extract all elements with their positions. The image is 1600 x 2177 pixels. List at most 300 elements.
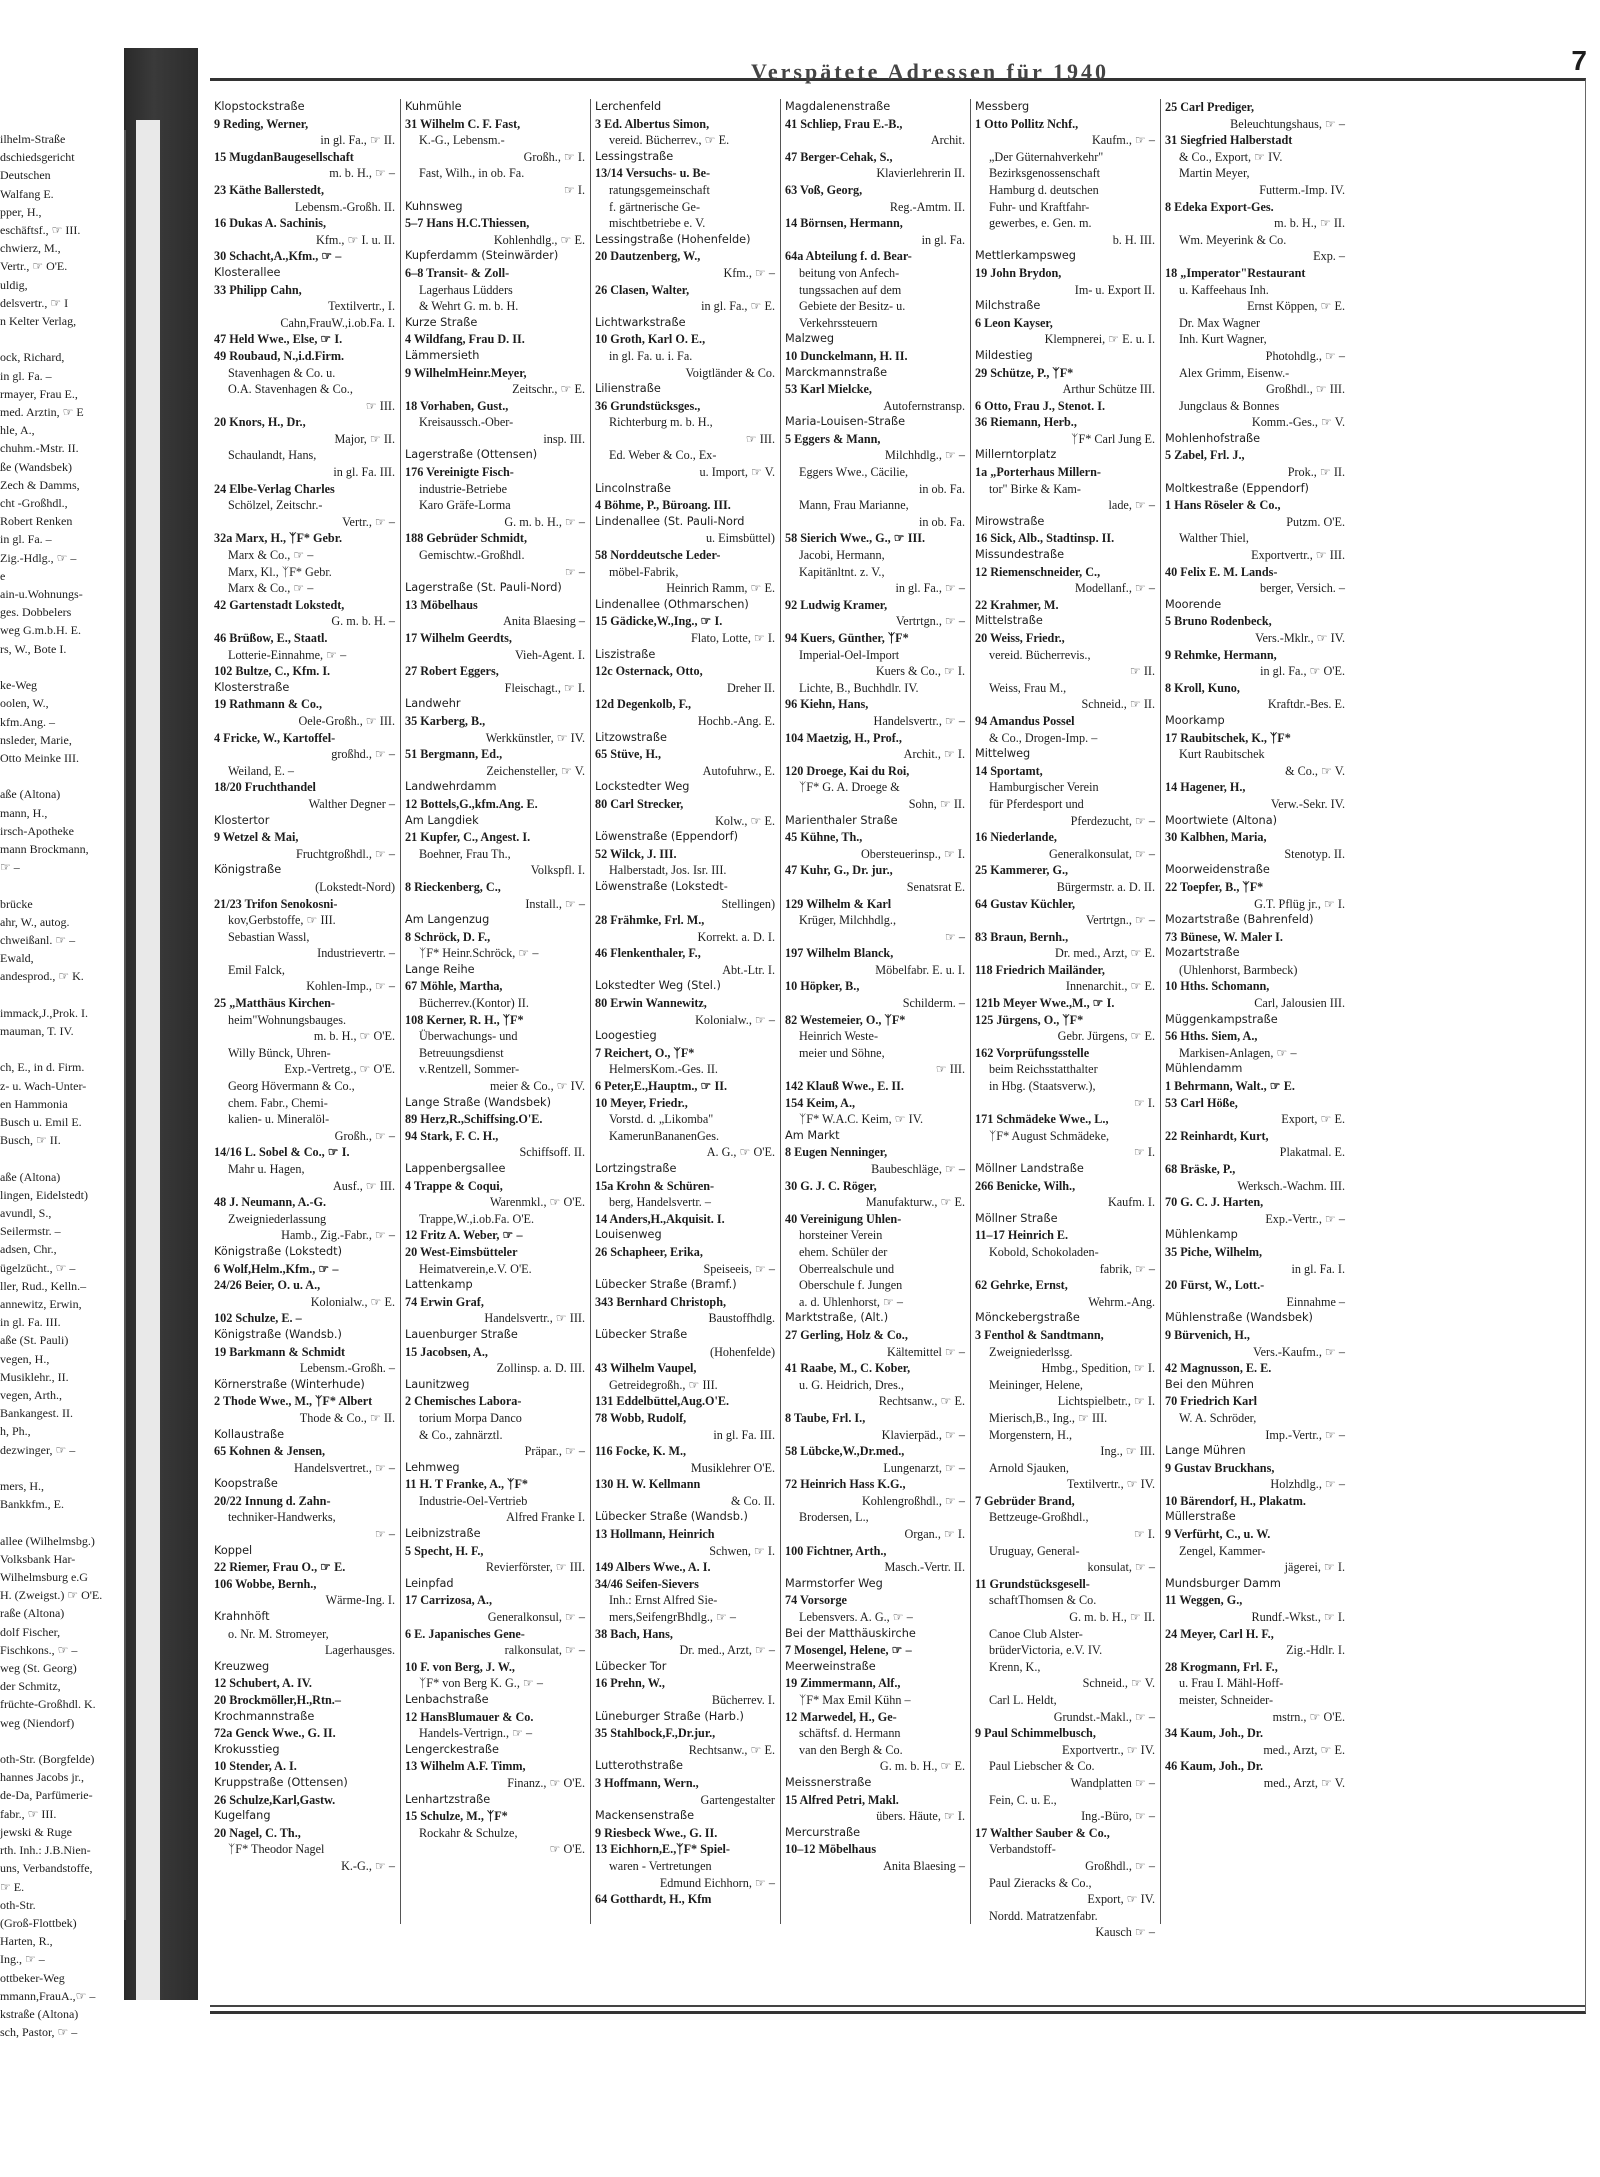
address-entry: 14 Sportamt, [975,763,1043,778]
address-entry: 9 Bürvenich, H., [1165,1327,1250,1342]
address-entry: 149 Albers Wwe., A. I. [595,1560,711,1575]
address-entry: Mierisch,B., Ing., ☞ III. [989,1410,1108,1425]
address-entry: Volkspfl. I. [530,863,585,878]
address-entry: 129 Wilhelm & Karl [785,896,892,911]
address-entry: 10 Bärendorf, H., Plakatm. [1165,1493,1306,1508]
left-page-line: Busch, ☞ II. [0,1133,61,1148]
address-entry: 16 Sick, Alb., Stadtinsp. II. [975,531,1115,546]
address-entry: 41 Raabe, M., C. Kober, [785,1361,911,1376]
address-entry: in Hbg. (Staatsverw.), [989,1079,1096,1094]
address-entry: 22 Reinhardt, Kurt, [1165,1128,1269,1143]
address-entry: 1a „Porterhaus Millern- [975,465,1101,480]
address-entry: Ing., ☞ III. [1100,1444,1155,1459]
address-entry: Großhdl., ☞ III. [1266,382,1345,397]
address-entry: 19 Rathmann & Co., [214,697,323,712]
left-page-line: Walfang E. [0,186,54,201]
left-page-line: ilhelm-Straße [0,132,66,146]
address-entry: Kraftdr.-Bes. E. [1267,697,1345,712]
left-page-line: irsch-Apotheke [0,823,74,838]
address-entry: Einnahme – [1286,1294,1345,1309]
address-entry: 104 Maetzig, H., Prof., [785,730,902,745]
address-entry: Arnold Sjauken, [989,1460,1069,1475]
address-entry: mstrn., ☞ O'E. [1272,1709,1345,1724]
address-entry: Canoe Club Alster- [989,1626,1083,1641]
address-entry: schaftThomsen & Co. [989,1593,1097,1608]
address-entry: Kfm., ☞ I. u. II. [316,232,395,247]
street-heading: Leinpfad [405,1576,454,1590]
address-entry: Lichte, B., Buchhdlr. IV. [799,680,919,695]
address-entry: Obersteuerinsp., ☞ I. [861,846,965,861]
address-entry: Dr. med., Arzt, ☞ – [679,1643,775,1658]
address-entry: O.A. Stavenhagen & Co., [228,382,353,397]
page-number: 7 [1571,45,1587,76]
address-entry: schäftsf. d. Hermann [799,1726,901,1741]
address-entry: 8 Kroll, Kuno, [1165,680,1240,695]
street-heading: Königstraße (Wandsb.) [214,1327,342,1341]
address-entry: ᛉF* W.A.C. Keim, ☞ IV. [799,1112,923,1127]
address-entry: Großhdl., ☞ – [1085,1858,1155,1873]
address-entry: 11 H. T Franke, A., ᛉF* [405,1477,528,1492]
address-entry: 25 Kammerer, G., [975,863,1069,878]
address-entry: Jungclaus & Bonnes [1179,398,1280,413]
address-entry: Krüger, Milchhdlg., [799,913,896,928]
address-entry: 51 Bergmann, Ed., [405,747,503,762]
street-heading: Kugelfang [214,1809,271,1823]
address-entry: 130 H. W. Kellmann [595,1477,701,1492]
address-entry: Heinrich Ramm, ☞ E. [666,581,775,596]
street-heading: Klosterstraße [214,680,290,694]
address-entry: 43 Wilhelm Vaupel, [595,1361,697,1376]
left-page-line: mers, H., [0,1479,44,1494]
address-entry: 4 Wildfang, Frau D. II. [405,332,525,347]
address-entry: Hamb., Zig.-Fabr., ☞ – [281,1228,395,1243]
address-entry: Edmund Eichhorn, ☞ – [659,1875,775,1890]
street-heading: Millerntorplatz [975,448,1057,462]
address-entry: Inh. Kurt Wagner, [1179,332,1267,347]
address-entry: Inh.: Ernst Alfred Sie- [609,1593,718,1608]
address-entry: Eggers Wwe., Cäcilie, [799,465,909,480]
address-entry: a. d. Uhlenhorst, ☞ – [799,1294,904,1309]
left-page-line: kstraße (Altona) [0,2006,79,2021]
address-entry: 58 Sierich Wwe., G., ☞ III. [785,531,926,546]
street-heading: Meissnerstraße [785,1775,872,1789]
left-page-line: aße (Altona) [0,787,61,802]
street-heading: Lutterothstraße [595,1759,683,1773]
left-page-line: Wilhelmsburg e.G [0,1570,88,1585]
left-page-line: Busch u. Emil E. [0,1114,82,1129]
street-heading: Lübecker Straße [595,1327,688,1341]
address-entry: 3 Ed. Albertus Simon, [595,116,710,131]
address-entry: Rechtsanw., ☞ E. [878,1394,965,1409]
address-entry: Trappe,W.,i.ob.Fa. O'E. [419,1211,535,1226]
address-entry: 26 Clasen, Walter, [595,282,690,297]
address-entry: Autofernstransp. [883,398,965,413]
left-page-line: uns, Verbandstoffe, [0,1861,93,1876]
address-entry: 6 Wolf,Helm.,Kfm., ☞ – [214,1261,339,1276]
address-entry: Marx, Kl., ᛉF* Gebr. [228,564,332,579]
address-entry: 18 „Imperator"Restaurant [1165,265,1306,280]
left-page-line: rth. Inh.: J.B.Nien- [0,1843,91,1858]
address-entry: K.-G., Lebensm.- [419,133,505,148]
address-entry: Hamburgischer Verein [989,780,1099,795]
directory-column-3 [590,99,780,1924]
address-entry: Schneid., ☞ V. [1082,1676,1155,1691]
address-entry: Ing.-Büro, ☞ – [1081,1809,1155,1824]
left-page-line: dschiedsgericht [0,150,75,165]
address-entry: 10 Höpker, B., [785,979,860,994]
street-heading: Messberg [975,100,1030,113]
address-entry: Revierförster, ☞ III. [485,1560,585,1575]
address-entry: ᛉF* von Berg K. G., ☞ – [419,1676,543,1691]
street-heading: Launitzweg [405,1377,470,1391]
address-entry: Hamburg d. deutschen [989,182,1099,197]
street-heading: Louisenweg [595,1228,662,1242]
address-entry: 27 Robert Eggers, [405,664,499,679]
left-page-line: ain-u.Wohnungs- [0,587,83,602]
address-entry: in ob. Fa. [918,514,965,529]
street-heading: Lübecker Straße (Bramf.) [595,1278,737,1292]
address-entry: Verw.-Sekr. IV. [1270,796,1345,811]
address-entry: Fuhr- und Kraftfahr- [989,199,1090,214]
address-entry: 16 Prehn, W., [595,1676,665,1691]
address-entry: Zig.-Hdlr. I. [1286,1643,1345,1658]
address-entry: van den Bergh & Co. [799,1742,903,1757]
address-entry: 24 Elbe-Verlag Charles [214,481,335,496]
address-entry: Karo Gräfe-Lorma [419,498,511,513]
address-entry: Oberrealschule und [799,1261,895,1276]
address-entry: Exportvertr., ☞ IV. [1062,1742,1155,1757]
address-entry: Grundst.-Makl., ☞ – [1053,1709,1155,1724]
address-entry: 26 Schulze,Karl,Gastw. [214,1792,336,1807]
left-page-line: delsvertr., ☞ I [0,295,69,310]
address-entry: 14 Börnsen, Hermann, [785,216,903,231]
address-entry: 22 Toepfer, B., ᛉF* [1165,879,1264,894]
left-page-line: adsen, Chr., [0,1242,57,1257]
address-entry: Arthur Schütze III. [1062,382,1155,397]
address-entry: 10 Dunckelmann, H. II. [785,348,908,363]
left-page-line: ges. Dobbelers [0,605,72,620]
address-entry: 38 Bach, Hans, [595,1626,673,1641]
address-entry: Vertrtgn., ☞ – [895,614,965,629]
address-entry: Dr. Max Wagner [1179,315,1261,330]
address-entry: 12c Osternack, Otto, [595,664,703,679]
address-entry: m. b. H., ☞ – [329,166,395,181]
address-entry: Fast, Wilh., in ob. Fa. [419,166,525,181]
address-entry: 89 Herz,R.,Schiffsing.O'E. [405,1112,543,1127]
address-entry: Verbandstoff- [989,1842,1056,1857]
address-entry: meister, Schneider- [1179,1693,1274,1707]
street-heading: Königstraße (Lokstedt) [214,1244,342,1258]
address-entry: 30 G. J. C. Röger, [785,1178,877,1193]
address-entry: Reg.-Amtm. II. [889,199,965,214]
address-entry: Klavierpäd., ☞ – [881,1427,965,1442]
street-heading: Kollaustraße [214,1427,285,1441]
left-page-line: ☞ – [0,860,20,875]
left-page-fragment [0,130,126,2040]
street-heading: Mohlenhofstraße [1165,431,1261,445]
address-entry: & Co., Export, ☞ IV. [1179,149,1283,164]
address-entry: Marx & Co., ☞ – [228,581,314,596]
address-entry: 142 Klauß Wwe., E. II. [785,1079,904,1094]
address-entry: u. Eimsbüttel) [705,531,775,546]
address-entry: Großh., ☞ I. [523,149,585,164]
address-entry: (Lokstedt-Nord) [315,879,395,894]
left-page-line: Volksbank Har- [0,1551,76,1566]
street-heading: Marienthaler Straße [785,813,898,827]
address-entry: ᛉF* Carl Jung E. [1071,431,1155,446]
address-entry: 46 Kaum, Joh., Dr. [1165,1759,1264,1774]
address-entry: 65 Kohnen & Jensen, [214,1444,326,1459]
address-entry: ☞ O'E. [549,1842,585,1857]
address-entry: Imp.-Vertr., ☞ – [1265,1427,1345,1442]
address-entry: Wm. Meyerink & Co. [1179,232,1287,247]
address-entry: 6 Leon Kayser, [975,315,1053,330]
address-entry: 15 Schulze, M., ᛉF* [405,1809,508,1824]
address-entry: 9 Reding, Werner, [214,116,309,131]
address-entry: 45 Kühne, Th., [785,830,863,845]
address-entry: Morgenstern, H., [989,1427,1073,1442]
address-entry: 41 Schliep, Frau E.-B., [785,116,903,131]
address-entry: Boehner, Frau Th., [419,846,511,861]
left-page-line: Harten, R., [0,1934,53,1949]
address-entry: großhd., ☞ – [331,747,395,762]
left-page-line [0,876,124,894]
address-entry: ☞ III. [365,398,395,413]
street-heading: Löwenstraße (Lokstedt- [595,879,728,893]
address-entry: 10 Meyer, Friedr., [595,1095,688,1110]
address-entry: 5 Zabel, Frl. J., [1165,448,1245,463]
street-heading: Mildestieg [975,348,1033,362]
address-entry: u. Kaffeehaus Inh. [1179,282,1269,297]
left-page-line: Zech & Damms, [0,477,80,492]
street-heading: Magdalenenstraße [785,100,891,113]
address-entry: Emil Falck, [228,962,285,977]
address-entry: 9 Wetzel & Mai, [214,830,299,845]
street-heading: Lagerstraße (St. Pauli-Nord) [405,581,562,595]
address-entry: Willy Bünck, Uhren- [228,1045,331,1060]
address-entry: 35 Stahlbock,F.,Dr.jur., [595,1726,716,1741]
address-entry: 17 Walther Sauber & Co., [975,1825,1110,1840]
left-page-line: ße (Wandsbek) [0,459,73,474]
street-heading: Loogestieg [595,1029,657,1043]
address-entry: 16 Niederlande, [975,830,1057,845]
address-entry: Kreisaussch.-Ober- [419,415,514,430]
address-entry: 6–8 Transit- & Zoll- [405,265,510,280]
address-entry: Prok., ☞ II. [1287,465,1345,480]
address-entry: 5 Bruno Rodenbeck, [1165,614,1272,629]
left-page-line: ke-Weg [0,678,38,693]
address-entry: tor" Birke & Kam- [989,481,1081,496]
address-entry: Korrekt. a. D. I. [697,929,775,944]
address-entry: Kolonialw., ☞ – [695,1012,775,1027]
address-entry: & Co. II. [730,1493,775,1508]
left-page-line: Seilermstr. – [0,1224,61,1239]
address-entry: 6 Otto, Frau J., Stenot. I. [975,398,1105,413]
address-entry: Zengel, Kammer- [1179,1543,1266,1558]
street-heading: Am Markt [785,1128,840,1142]
address-entry: Ed. Weber & Co., Ex- [609,448,717,463]
address-entry: 125 Jürgens, O., ᛉF* [975,1012,1084,1027]
address-entry: beitung von Anfech- [799,265,900,280]
address-entry: 10 Stender, A. I. [214,1759,297,1774]
address-entry: waren - Vertretungen [609,1858,712,1873]
left-page-line: Ewald, [0,951,34,966]
left-page-line [0,1040,124,1058]
address-entry: 29 Schütze, P., ᛉF* [975,365,1074,380]
address-entry: Cahn,FrauW.,i.ob.Fa. I. [280,315,395,330]
street-heading: Mundsburger Damm [1165,1576,1281,1590]
address-entry: u. G. Heidrich, Dres., [799,1377,904,1392]
address-entry: f. gärtnerische Ge- [609,199,701,214]
address-entry: 15 MugdanBaugesellschaft [214,149,354,164]
address-entry: 40 Vereinigung Uhlen- [785,1211,902,1226]
address-entry: industrie-Betriebe [419,481,507,496]
address-entry: m. b. H., ☞ O'E. [313,1029,395,1044]
left-page-line: immack,J.,Prok. I. [0,1005,88,1020]
address-entry: Kolonialw., ☞ E. [310,1294,395,1309]
directory-column-1 [210,99,400,1924]
left-page-line: chwierz, M., [0,241,61,256]
left-page-line [0,1513,124,1531]
address-entry: Zeitschr., ☞ E. [512,382,585,397]
address-entry: Wehrm.-Ang. [1088,1294,1155,1309]
address-entry: Zweigniederlassung [228,1211,327,1226]
address-entry: Futterm.-Imp. IV. [1259,182,1345,197]
address-entry: Warenmkl., ☞ O'E. [489,1195,585,1210]
address-entry: in gl. Fa. III. [333,465,395,480]
address-entry: ☞ – [374,1527,395,1542]
address-entry: 52 Wilck, J. III. [595,846,677,861]
address-entry: Kohlenhdlg., ☞ E. [493,232,585,247]
address-entry: 19 John Brydon, [975,265,1062,280]
left-page-line: n Kelter Verlag, [0,314,77,329]
address-entry: 118 Friedrich Mailänder, [975,962,1105,977]
address-entry: 74 Erwin Graf, [405,1294,484,1309]
address-entry: 13 Wilhelm A.F. Timm, [405,1759,526,1774]
address-entry: Schneid., ☞ II. [1081,697,1155,712]
address-entry: 58 Lübcke,W.,Dr.med., [785,1444,905,1459]
left-page-line: Bankkfm., E. [0,1497,64,1512]
address-entry: 162 Vorprüfungsstelle [975,1045,1090,1060]
left-page-line: rmayer, Frau E., [0,386,78,401]
left-page-line: fabr., ☞ III. [0,1806,57,1821]
left-page-line [0,1149,124,1167]
address-entry: 10–12 Möbelhaus [785,1842,877,1857]
street-heading: Milchstraße [975,299,1041,313]
address-entry: 36 Grundstücksges., [595,398,701,413]
address-entry: KamerunBananenGes. [609,1128,719,1143]
address-entry: 12 HansBlumauer & Co. [405,1709,534,1724]
address-entry: 1 Behrmann, Walt., ☞ E. [1165,1079,1295,1094]
address-entry: 13 Eichhorn,E.,ᛉF* Spiel- [595,1842,730,1857]
address-entry: 12 Bottels,G.,kfm.Ang. E. [405,796,538,811]
address-entry: torium Morpa Danco [419,1410,522,1425]
address-entry: Pferdezucht, ☞ – [1070,813,1155,828]
street-heading: Krochmannstraße [214,1709,315,1723]
address-entry: 10 F. von Berg, J. W., [405,1659,515,1674]
address-entry: 7 Gebrüder Brand, [975,1493,1075,1508]
address-entry: Zeichensteller, ☞ V. [486,763,585,778]
address-entry: lade, ☞ – [1108,498,1155,513]
address-entry: 7 Mosengel, Helene, ☞ – [785,1643,912,1658]
street-heading: Mettlerkampsweg [975,249,1076,263]
address-entry: Dr. med., Arzt, ☞ E. [1055,946,1155,961]
address-entry: v.Rentzell, Sommer- [419,1062,520,1077]
address-entry: Gebr. Jürgens, ☞ E. [1057,1029,1155,1044]
address-entry: 11–17 Heinrich E. [975,1228,1069,1243]
street-heading: Litzowstraße [595,730,667,744]
street-heading: Lenbachstraße [405,1693,489,1706]
street-heading: Lappenbergsallee [405,1162,506,1175]
address-entry: Textilvertr., I. [328,299,395,314]
left-page-line: dezwinger, ☞ – [0,1442,76,1457]
address-entry: 8 Rieckenberg, C., [405,879,501,894]
directory-column-4 [780,99,970,1924]
street-heading: Krokusstieg [214,1742,280,1756]
left-page-line: pper, H., [0,204,42,219]
address-entry: ☞ I. [1133,1145,1155,1160]
address-entry: Kaufm. I. [1107,1195,1155,1210]
address-entry: Masch.-Vertr. II. [884,1560,965,1575]
address-entry: 31 Wilhelm C. F. Fast, [405,116,521,131]
address-entry: (Hohenfelde) [710,1344,775,1359]
address-entry: Sohn, ☞ II. [908,796,965,811]
address-entry: Jacobi, Hermann, [799,548,885,563]
address-entry: Abt.-Ltr. I. [722,962,775,977]
left-page-line: ☞ E. [0,1879,25,1894]
left-page-line: Fischkons., ☞ – [0,1642,78,1657]
address-entry: Oele-Großh., ☞ III. [298,713,395,728]
address-entry: Zweigniederlssg. [989,1344,1073,1359]
address-entry: 27 Gerling, Holz & Co., [785,1327,908,1342]
address-entry: Autofuhrw., E. [702,763,775,778]
address-entry: 102 Bultze, C., Kfm. I. [214,664,331,679]
address-entry: Uruguay, General- [989,1543,1080,1558]
address-entry: 16 Dukas A. Sachinis, [214,216,327,231]
address-entry: Lebensm.-Großh. – [299,1361,395,1376]
street-heading: Liszistraße [595,647,656,661]
address-entry: 68 Bräske, P., [1165,1162,1236,1176]
left-page-line: weg (St. Georg) [0,1661,77,1676]
address-entry: Handels-Vertrign., ☞ – [419,1726,533,1741]
address-entry: Holzhdlg., ☞ – [1270,1477,1345,1492]
address-entry: 46 Brüßow, E., Staatl. [214,631,328,645]
address-entry: Georg Hövermann & Co., [228,1079,355,1094]
street-heading: Kruppstraße (Ottensen) [214,1775,348,1789]
address-entry: ᛉF* Theodor Nagel [228,1842,325,1857]
left-page-line: weg (Niendorf) [0,1715,75,1730]
address-entry: Carl L. Heldt, [989,1693,1057,1707]
address-entry: Kobold, Schokoladen- [989,1244,1099,1259]
street-heading: Lüneburger Straße (Harb.) [595,1709,744,1723]
address-entry: 34/46 Seifen-Sievers [595,1576,699,1591]
street-heading: Lämmersieth [405,348,480,362]
left-page-line: dolf Fischer, [0,1624,61,1639]
address-entry: 15 Jacobsen, A., [405,1344,488,1359]
address-entry: Lungenarzt, ☞ – [883,1460,965,1475]
address-entry: HelmersKom.-Ges. II. [609,1062,718,1077]
left-page-line: ock, Richard, [0,350,65,365]
left-page-line: Vertr., ☞ O'E. [0,259,68,274]
address-entry: chem. Fabr., Chemi- [228,1095,328,1110]
address-entry: für Pferdesport und [989,796,1084,811]
left-page-line: Musiklehr., II. [0,1369,69,1384]
left-page-line: ügelzücht., ☞ – [0,1260,76,1275]
address-entry: 9 Paul Schimmelbusch, [975,1726,1096,1741]
address-entry: Komm.-Ges., ☞ V. [1251,415,1345,430]
address-entry: Meininger, Helene, [989,1377,1083,1392]
address-entry: Gebiete der Besitz- u. [799,299,906,314]
